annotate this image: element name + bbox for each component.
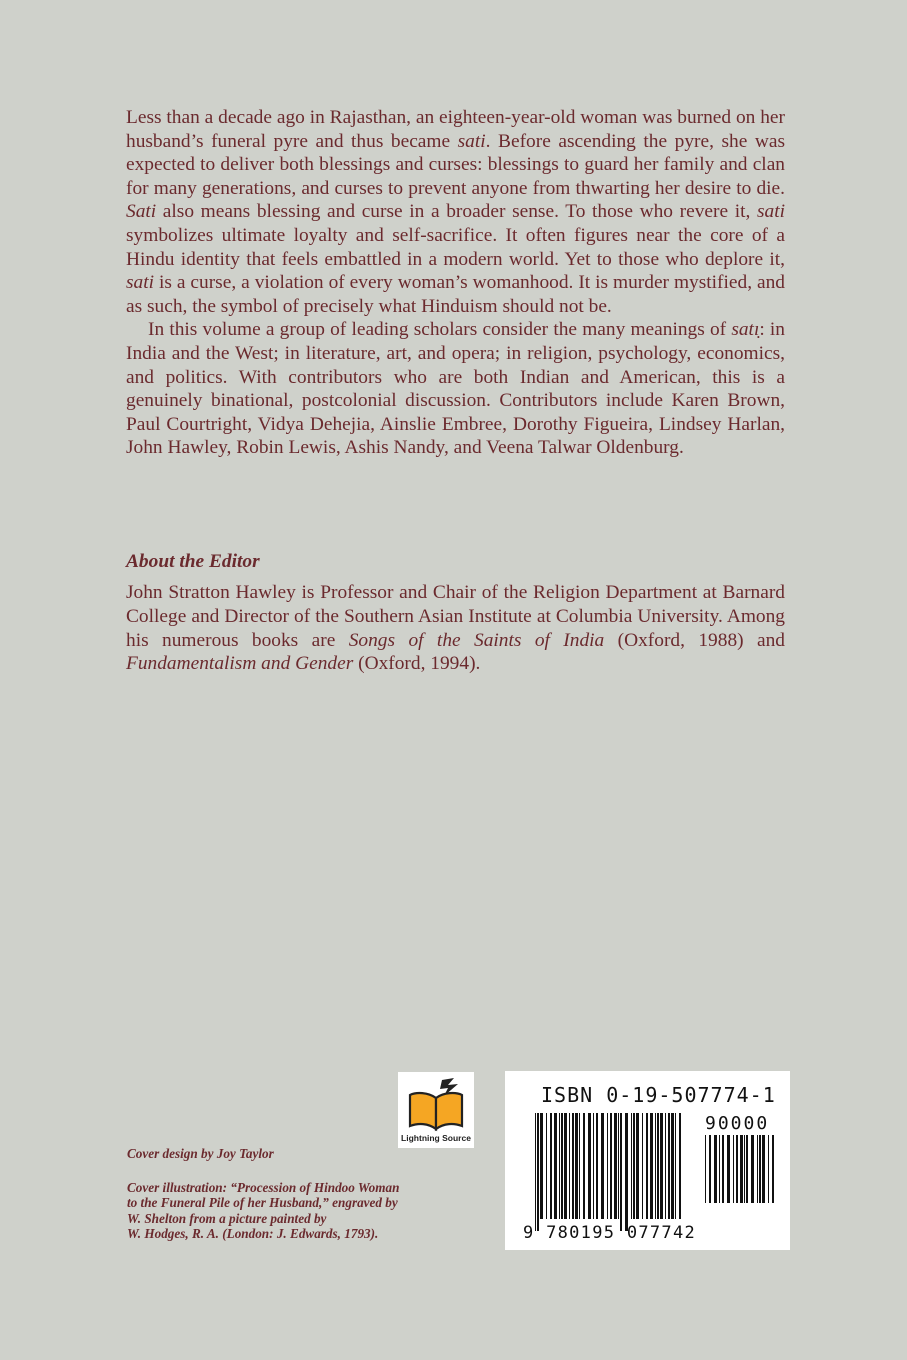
lightning-source-logo: [398, 1072, 474, 1148]
barcode-bar: [614, 1113, 617, 1219]
barcode-bar: [675, 1113, 676, 1219]
editor-book-title: Fundamentalism and Gender: [126, 653, 354, 675]
blurb-paragraph-2: [126, 318, 785, 460]
about-editor-text: [126, 581, 785, 676]
barcode-bar: [546, 1113, 547, 1219]
barcode-bar: [736, 1135, 738, 1203]
barcode-bar: [550, 1113, 552, 1219]
barcode-bar: [660, 1113, 663, 1219]
barcode-bar: [636, 1113, 639, 1219]
barcode-bar: [588, 1113, 591, 1219]
blurb-italic: satı̣: [731, 319, 760, 341]
barcode-bar: [650, 1113, 653, 1219]
ean-barcode-bars: [535, 1113, 685, 1231]
blurb-text: symbolizes ultimate loyalty and self-sacrifice. It often figures near the core of a Hindu identity that feels embattled in a modern world. Yet to those who deplore it,: [126, 224, 785, 270]
barcode-bar: [733, 1135, 734, 1203]
about-editor-heading: About the Editor: [126, 551, 260, 572]
barcode-bar: [746, 1135, 748, 1203]
barcode-bar: [714, 1135, 717, 1203]
blurb-text: also means blessing and curse in a broader sense. To those who revere it,: [156, 201, 757, 223]
barcode-bar: [575, 1113, 578, 1219]
barcode-bar: [537, 1113, 539, 1231]
editor-book-title: Songs of the Saints of India: [348, 629, 605, 651]
barcode-bar: [610, 1113, 612, 1219]
barcode-bar: [727, 1135, 730, 1203]
barcode-bar: [657, 1113, 659, 1219]
barcode-bar: [709, 1135, 711, 1203]
barcode-bar: [618, 1113, 619, 1219]
barcode-bar: [564, 1113, 567, 1219]
barcode-bar: [655, 1113, 656, 1219]
barcode-bar: [671, 1113, 674, 1219]
barcode-bar: [768, 1135, 769, 1203]
blurb-paragraph-1: [126, 106, 785, 318]
barcode-bar: [596, 1113, 598, 1219]
barcode-bar: [646, 1113, 648, 1219]
blurb-italic: Sati: [126, 201, 157, 223]
barcode-bar: [572, 1113, 574, 1219]
barcode-bar: [625, 1113, 628, 1231]
lightning-source-label: Lightning Source: [401, 1133, 471, 1143]
blurb-italic: sati: [126, 272, 155, 294]
cover-design-credit: Cover design by Joy Taylor: [127, 1146, 274, 1161]
barcode-bar: [559, 1113, 560, 1219]
cover-illustration-credit: Cover illustration: “Procession of Hindoo Woman to the Funeral Pile of her Husband,” engraved by W. Shelton from a picture painted by W. Hodges, R. A. (London: J. Edwards, 1793).: [127, 1180, 400, 1242]
blurb-text: In this volume a group of leading scholars consider the many meanings of: [148, 319, 732, 341]
barcode-bar: [579, 1113, 580, 1219]
barcode-bar: [762, 1135, 765, 1203]
blurb-text: : in India and the West; in literature, art, and opera; in religion, psychology, economics, and politics. With contributors who are both Indian and American, this is a genuinely binational, postcolonial discussion. Contributors include Karen Brown, Paul Courtright, Vidya Dehejia, Ainslie Embree, Dorothy Figueira, Lindsey Harlan, John Hawley, Robin Lewis, Ashis Nandy, and Veena Talwar Oldenburg.: [126, 319, 786, 459]
barcode-bar: [583, 1113, 585, 1219]
blurb-text: . Before ascending the pyre, she was expected to deliver both blessings and curses: blessings to guard her family and clan for many generations, and curses to prevent anyone from thwarting her desire to die.: [126, 130, 785, 199]
barcode-bar: [535, 1113, 536, 1231]
blurb-text: is a curse, a violation of every woman’s womanhood. It is murder mystified, and as such, the symbol of precisely what Hinduism should not be.: [126, 272, 785, 317]
barcode-bar: [668, 1113, 670, 1219]
open-book-lightning-icon: [406, 1076, 466, 1132]
isbn-barcode: [505, 1071, 790, 1250]
barcode-bar: [705, 1135, 706, 1203]
barcode-bar: [679, 1113, 681, 1219]
barcode-bar: [772, 1135, 774, 1203]
barcode-bar: [561, 1113, 563, 1219]
price-addon-number: 90000: [705, 1113, 770, 1134]
barcode-bar: [601, 1113, 604, 1219]
blurb: [126, 106, 785, 460]
editor-text: (Oxford, 1988) and: [604, 629, 785, 651]
addon-barcode-bars: [705, 1135, 775, 1215]
barcode-bar: [607, 1113, 608, 1219]
barcode-bar: [569, 1113, 570, 1219]
isbn-number: ISBN 0-19-507774-1: [541, 1083, 776, 1107]
ean-number: 9 780195 077742: [523, 1223, 697, 1243]
barcode-bar: [744, 1135, 745, 1203]
barcode-bar: [740, 1135, 743, 1203]
editor-text: (Oxford, 1994).: [353, 653, 481, 675]
blurb-italic: sati: [457, 130, 486, 152]
barcode-bar: [593, 1113, 594, 1219]
editor-text: John Stratton Hawley is Professor and Chair of the Religion Department at Barnard College and Director of the Southern Asian Institute at Columbia University. Among his numerous books are: [126, 582, 785, 651]
barcode-bar: [757, 1135, 758, 1203]
barcode-bar: [719, 1135, 720, 1203]
blurb-italic: sati: [756, 201, 785, 223]
barcode-bar: [540, 1113, 543, 1219]
barcode-bar: [642, 1113, 643, 1219]
barcode-bar: [759, 1135, 761, 1203]
barcode-bar: [554, 1113, 557, 1219]
barcode-bar: [665, 1113, 666, 1219]
barcode-bar: [751, 1135, 754, 1203]
barcode-bar: [620, 1113, 622, 1231]
barcode-bar: [722, 1135, 724, 1203]
barcode-bar: [633, 1113, 635, 1219]
blurb-text: Less than a decade ago in Rajasthan, an eighteen-year-old woman was burned on her husband’s funeral pyre and thus became: [126, 107, 785, 152]
barcode-bar: [631, 1113, 632, 1219]
